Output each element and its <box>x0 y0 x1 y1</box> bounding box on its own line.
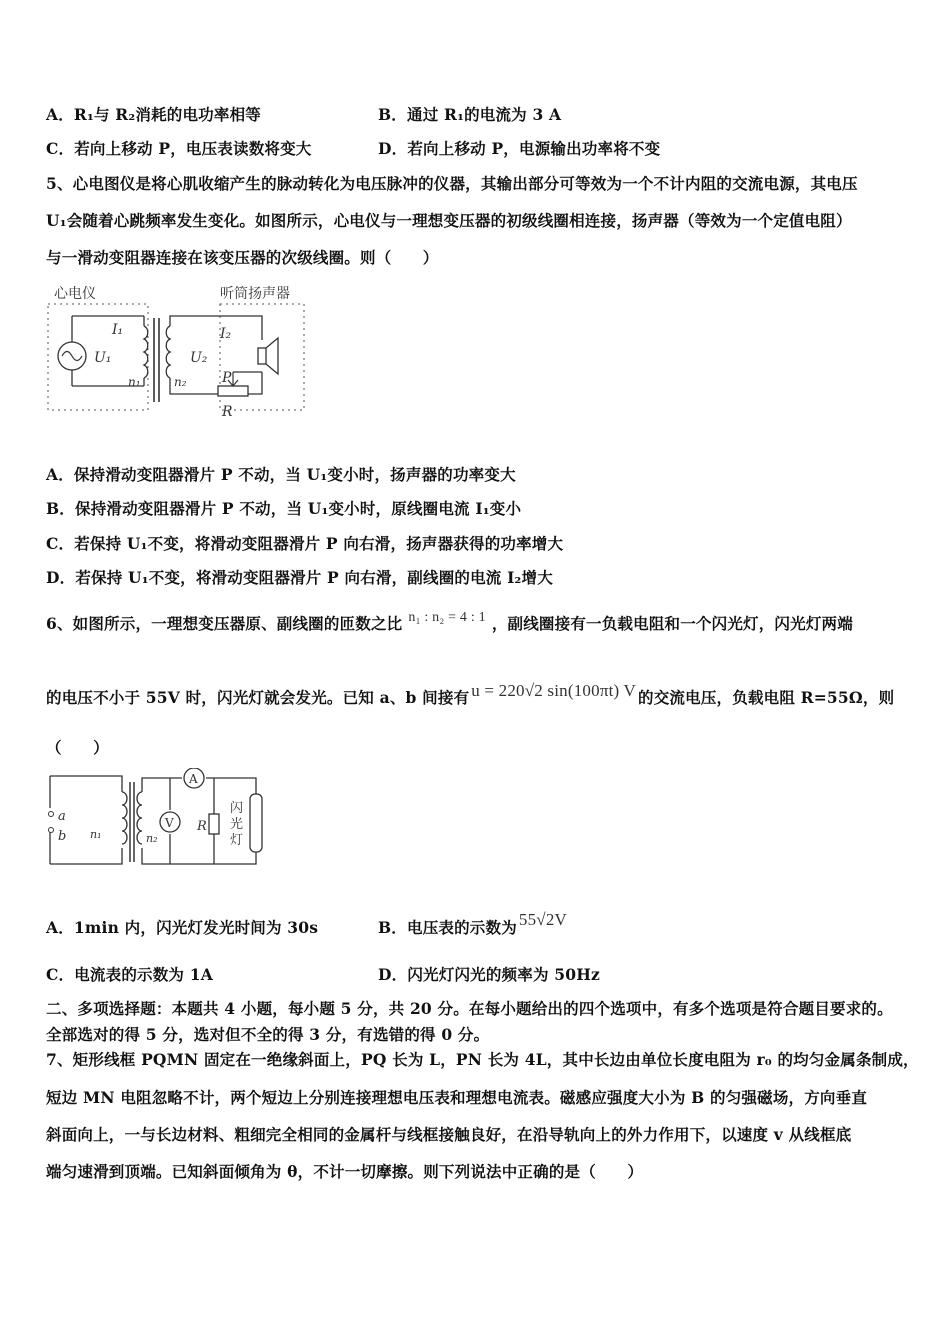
q6-secondary-coil <box>137 792 142 844</box>
q6-label-n1: n₁ <box>90 828 102 841</box>
q6-option-b-text: B．电压表的示数为 <box>378 918 517 937</box>
q4-option-d: D．若向上移动 P，电源输出功率将不变 <box>378 139 661 158</box>
section2-line-1: 二、多项选择题：本题共 4 小题，每小题 5 分，共 20 分。在每小题给出的四个选项中，有多个选项是符合题目要求的。 <box>46 999 893 1018</box>
section2-line-2: 全部选对的得 5 分，选对但不全的得 3 分，有选错的得 0 分。 <box>46 1025 490 1044</box>
q6-stem-line-2 <box>46 681 895 708</box>
q5-secondary-coil <box>166 326 170 378</box>
q6-label-ammeter: A <box>189 772 198 786</box>
q5-label-u1: U₁ <box>94 350 112 366</box>
q5-stem-line-2: U₁会随着心跳频率发生变化。如图所示，心电仪与一理想变压器的初级线圈相连接，扬声器（等效为一个定值电阻） <box>46 211 852 230</box>
q6-resistor <box>209 814 219 834</box>
q6-stem-line-3: （ ） <box>46 738 109 757</box>
q5-label-p: P <box>222 370 232 386</box>
q5-label-i2: I₂ <box>220 326 232 342</box>
q7-line-4: 端匀速滑到顶端。已知斜面倾角为 θ，不计一切摩擦。则下列说法中正确的是（ ） <box>46 1162 644 1181</box>
q6-primary-coil <box>122 792 127 844</box>
q6-label-r: R <box>197 819 207 834</box>
terminal-b <box>49 828 54 833</box>
q6-option-b <box>378 910 568 938</box>
q7-line-3: 斜面向上，一与长边材料、粗细完全相同的金属杆与线框接触良好，在沿导轨向上的外力作用下，以速度 v 从线框底 <box>46 1125 852 1144</box>
q5-primary-coil <box>144 326 148 378</box>
q5-label-n1: n₁ <box>128 375 141 389</box>
q5-label-ecg: 心电仪 <box>54 286 96 302</box>
q6-label-flash-1: 闪 <box>230 801 244 816</box>
q6-stem-a: 6、如图所示，一理想变压器原、副线圈的匝数之比 <box>46 614 403 633</box>
q6-stem-d: 的交流电压，负载电阻 R=55Ω，则 <box>638 688 895 707</box>
q7-line-1: 7、矩形线框 PQMN 固定在一绝缘斜面上，PQ 长为 L，PN 长为 4L，其中长边由单位长度电阻为 r₀ 的均匀金属条制成， <box>46 1050 919 1069</box>
q5-label-speaker: 听筒扬声器 <box>220 286 290 302</box>
q6-option-b-value: 55√2V <box>518 910 568 929</box>
q6-label-b: b <box>58 829 67 844</box>
q6-stem-b: ，副线圈接有一负载电阻和一个闪光灯，闪光灯两端 <box>491 614 853 633</box>
q6-option-c: C．电流表的示数为 1A <box>46 965 213 984</box>
q5-label-r: R <box>222 404 233 420</box>
q5-rheostat <box>218 386 248 396</box>
q5-option-a: A．保持滑动变阻器滑片 P 不动，当 U₁变小时，扬声器的功率变大 <box>46 465 516 484</box>
q6-label-flash-3: 灯 <box>230 833 244 848</box>
q5-label-n2: n₂ <box>174 375 187 389</box>
q6-voltage-formula: u = 220√2 sin(100πt) V <box>471 681 637 700</box>
q6-label-flash-2: 光 <box>230 817 244 832</box>
q4-option-b: B．通过 R₁的电流为 3 A <box>378 105 562 124</box>
terminal-a <box>49 812 54 817</box>
q7-line-2: 短边 MN 电阻忽略不计，两个短边上分别连接理想电压表和理想电流表。磁感应强度大小为 B 的匀强磁场，方向垂直 <box>46 1088 868 1107</box>
q4-option-c: C．若向上移动 P，电压表读数将变大 <box>46 139 312 158</box>
q6-turns-ratio: n₁ : n₂ = 4 : 1 <box>408 610 486 625</box>
q5-label-u2: U₂ <box>190 350 208 366</box>
q6-option-d: D．闪光灯闪光的频率为 50Hz <box>378 965 601 984</box>
q5-option-b: B．保持滑动变阻器滑片 P 不动，当 U₁变小时，原线圈电流 I₁变小 <box>46 499 522 518</box>
q6-stem-c: 的电压不小于 55V 时，闪光灯就会发光。已知 a、b 间接有 <box>46 688 470 707</box>
q6-label-voltmeter: V <box>165 816 174 830</box>
q5-circuit-figure <box>44 282 324 424</box>
q6-label-a: a <box>58 809 66 824</box>
q5-stem-line-3: 与一滑动变阻器连接在该变压器的次级线圈。则（ ） <box>46 248 439 267</box>
q6-stem-line-1 <box>46 612 853 634</box>
flash-lamp-icon <box>250 794 262 852</box>
q5-option-d: D．若保持 U₁不变，将滑动变阻器滑片 P 向右滑，副线圈的电流 I₂增大 <box>46 568 553 587</box>
q5-label-i1: I₁ <box>112 322 124 338</box>
q5-stem-line-1: 5、心电图仪是将心肌收缩产生的脉动转化为电压脉冲的仪器，其输出部分可等效为一个不计内阻的交流电源，其电压 <box>46 174 858 193</box>
q6-option-a: A．1min 内，闪光灯发光时间为 30s <box>46 918 319 937</box>
q4-option-a: A．R₁与 R₂消耗的电功率相等 <box>46 105 261 124</box>
q6-label-n2: n₂ <box>146 832 158 845</box>
speaker-icon <box>258 348 266 364</box>
q5-option-c: C．若保持 U₁不变，将滑动变阻器滑片 P 向右滑，扬声器获得的功率增大 <box>46 534 564 553</box>
q6-circuit-figure <box>44 768 284 870</box>
